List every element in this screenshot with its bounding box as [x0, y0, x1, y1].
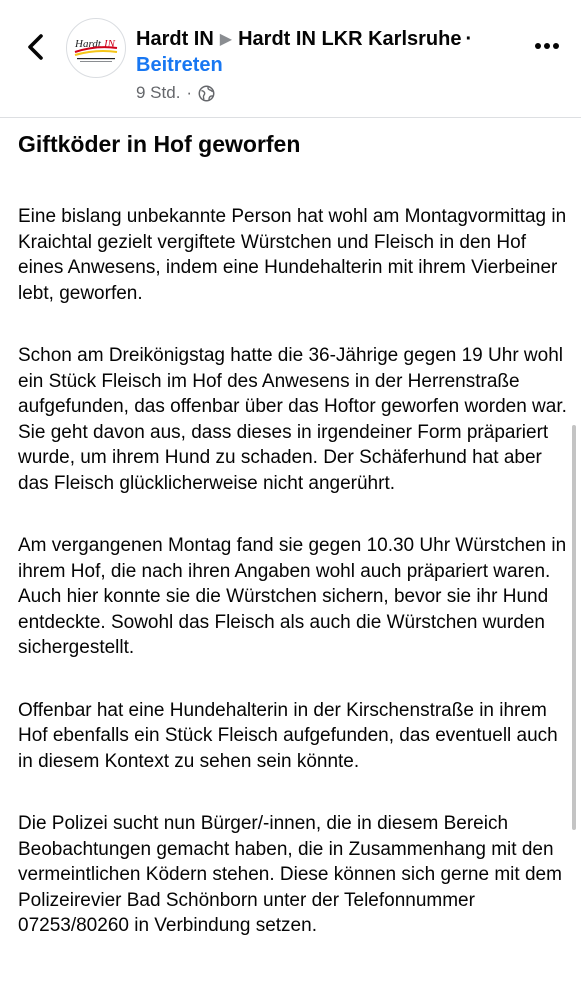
more-options-button[interactable] [530, 34, 564, 58]
globe-icon [198, 85, 215, 102]
post-paragraph: Die Polizei sucht nun Bürger/-innen, die in diesem Bereich Beobachtungen gemacht haben, die in Zusammenhang mit den vermeintlichen Ködern stehen. Diese können sich gerne mit dem Polizeirevier Bad Schönborn unter der Telefonnummer 07253/80260 in Verbindung setzen. [18, 813, 562, 936]
group-breadcrumb [136, 26, 516, 54]
post-time[interactable]: 9 Std. [136, 83, 181, 102]
post-paragraph: Eine bislang unbekannte Person hat wohl am Montagvormittag in Kraichtal gezielt vergiftete Würstchen und Fleisch in den Hof eines Anwesens, indem eine Hundehalterin mit ihrem Vierbeiner lebt, geworfen. [18, 206, 567, 304]
chevron-left-icon [26, 33, 44, 61]
post-title: Giftköder in Hof geworfen [18, 131, 301, 157]
post-paragraph: Schon am Dreikönigstag hatte die 36-Jährige gegen 19 Uhr wohl ein Stück Fleisch im Hof des Anwesens in der Herrenstraße aufgefunden, das offenbar über das Hoftor geworfen worden war. Sie geht davon aus, dass dieses in irgendeiner Form präpariert wurde, um ihrem Hund zu schaden. Der Schäferhund hat aber das Fleisch glücklicherweise nicht angerührt. [18, 345, 567, 494]
triangle-right-icon: ▶ [219, 31, 233, 48]
community-name-link[interactable]: Hardt IN LKR Karlsruhe [238, 28, 462, 50]
more-horizontal-icon [534, 42, 560, 50]
post-meta [136, 81, 215, 105]
group-name-link[interactable]: Hardt IN [136, 28, 214, 50]
separator-dot: · [465, 28, 473, 50]
hardt-in-logo [69, 21, 123, 75]
back-button[interactable] [18, 28, 52, 66]
post-paragraph: Am vergangenen Montag fand sie gegen 10.30 Uhr Würstchen in ihrem Hof, die nach ihren Angaben wohl auch präpariert waren. Auch hier konnte sie die Würstchen sichern, bevor sie ihr Hund entdeckte. Sowohl das Fleisch als auch die Würstchen wurden sichergestellt. [18, 535, 567, 658]
join-button[interactable]: Beitreten [136, 54, 223, 76]
group-avatar[interactable] [66, 18, 126, 78]
scrollbar[interactable] [572, 425, 576, 830]
svg-text:Hardt: Hardt [75, 38, 101, 50]
post-body [18, 128, 568, 939]
meta-separator: · [186, 83, 193, 102]
post-paragraph: Offenbar hat eine Hundehalterin in der Kirschenstraße in ihrem Hof ebenfalls ein Stück Fleisch aufgefunden, das eventuell auch in diesem Kontext zu sehen sein könnte. [18, 699, 558, 772]
post-header [0, 0, 581, 120]
svg-text:IN: IN [104, 38, 115, 50]
header-divider [0, 117, 581, 118]
